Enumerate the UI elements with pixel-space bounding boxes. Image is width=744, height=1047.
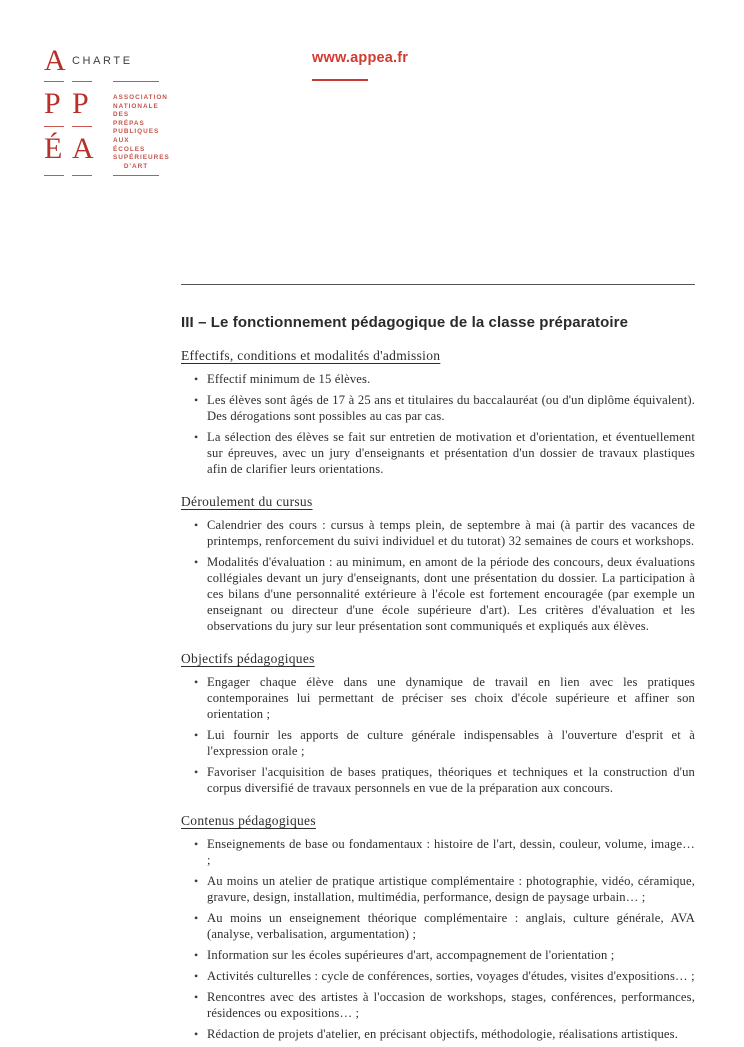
logo-rule: [44, 126, 64, 127]
list-item-text: Lui fournir les apports de culture générale indispensables à l'ouverture d'esprit et à l'expression orale ;: [207, 728, 695, 758]
logo-letter: É: [44, 132, 63, 165]
list-item: [194, 764, 695, 796]
logo-rule: [44, 175, 64, 176]
bullet-icon: •: [194, 728, 199, 742]
list-item: [194, 429, 695, 477]
bullet-list: [181, 836, 695, 1042]
section-contenus: [181, 813, 695, 1042]
website-link[interactable]: www.appea.fr: [312, 50, 409, 66]
list-item-text: Activités culturelles : cycle de conférences, sorties, voyages d'études, visites d'expositions… ;: [207, 969, 695, 983]
section-title: Déroulement du cursus: [181, 494, 313, 509]
logo-letter: P: [44, 87, 61, 120]
list-item: [194, 727, 695, 759]
bullet-icon: •: [194, 393, 199, 407]
horizontal-rule: [181, 284, 695, 285]
section-title: Contenus pédagogiques: [181, 813, 316, 828]
list-item: [194, 910, 695, 942]
bullet-icon: •: [194, 1027, 199, 1041]
logo-org-line: NATIONALE: [113, 102, 159, 110]
list-item-text: Favoriser l'acquisition de bases pratiques, théoriques et techniques et la construction d'un corpus diversifié de travaux personnels en vue de la préparation aux concours.: [207, 765, 695, 795]
bullet-icon: •: [194, 430, 199, 444]
section-title: Objectifs pédagogiques: [181, 651, 315, 666]
logo-letter: A: [44, 44, 66, 77]
section-objectifs: [181, 651, 695, 796]
list-item: [194, 517, 695, 549]
list-item-text: Modalités d'évaluation : au minimum, en amont de la période des concours, deux évaluations collégiales devant un jury d'enseignants, dont une présentation du dossier. La participation à ces bilans d'une personnalité extérieure à l'école est fortement encouragée (par exemple un enseignant ou directeur d'une école supérieure d'art). Les critères d'évaluation et les observations du jury sur leur présentation sont communiqués et expliqués aux élèves.: [207, 555, 695, 633]
bullet-list: [181, 517, 695, 634]
bullet-icon: •: [194, 990, 199, 1004]
appea-logo: [44, 44, 170, 183]
logo-org-name: [113, 94, 170, 170]
list-item: [194, 674, 695, 722]
page-content: [181, 284, 695, 1047]
bullet-list: [181, 674, 695, 796]
list-item-text: Rencontres avec des artistes à l'occasion de workshops, stages, conférences, performances, résidences ou expositions… ;: [207, 990, 695, 1020]
list-item: [194, 947, 695, 963]
list-item: [194, 554, 695, 634]
logo-org-line: AUX ÉCOLES: [113, 136, 146, 153]
logo-rule: [72, 175, 92, 176]
section-deroulement: [181, 494, 695, 634]
logo-rule: [44, 81, 64, 82]
list-item: [194, 873, 695, 905]
bullet-icon: •: [194, 948, 199, 962]
bullet-icon: •: [194, 372, 199, 386]
list-item: [194, 968, 695, 984]
section-effectifs: [181, 348, 695, 477]
logo-org-line: DES PRÉPAS: [113, 111, 145, 127]
bullet-list: [181, 371, 695, 477]
logo-rule: [113, 175, 159, 176]
bullet-icon: •: [194, 555, 199, 569]
page-title: III – Le fonctionnement pédagogique de la classe préparatoire: [181, 314, 629, 331]
list-item-text: Engager chaque élève dans une dynamique de travail en lien avec les pratiques contemporaines lui permettant de préciser ses choix d'école supérieure et affiner son orientation ;: [207, 675, 695, 721]
logo-rule: [72, 126, 92, 127]
bullet-icon: •: [194, 518, 199, 532]
logo-letter: A: [72, 132, 94, 165]
bullet-icon: •: [194, 675, 199, 689]
list-item: [194, 1026, 695, 1042]
section-title: Effectifs, conditions et modalités d'admission: [181, 348, 441, 363]
bullet-icon: •: [194, 765, 199, 779]
charte-label: CHARTE: [72, 55, 133, 67]
list-item-text: Au moins un enseignement théorique complémentaire : anglais, culture générale, AVA (analyse, verbalisation, argumentation) ;: [207, 911, 695, 941]
list-item-text: Rédaction de projets d'atelier, en précisant objectifs, méthodologie, réalisations artistiques.: [207, 1027, 679, 1041]
list-item: [194, 989, 695, 1021]
logo-letter: P: [72, 87, 89, 120]
bullet-icon: •: [194, 874, 199, 888]
logo-org-line: PUBLIQUES: [113, 128, 160, 136]
logo-org-line: ASSOCIATION: [113, 94, 168, 101]
list-item: [194, 836, 695, 868]
list-item-text: La sélection des élèves se fait sur entretien de motivation et d'orientation, et éventuellement sur épreuves, avec un jury d'enseignants et présentation d'un dossier de travaux plastiques afin de clarifier leurs orientations.: [207, 430, 695, 476]
list-item-text: Calendrier des cours : cursus à temps plein, de septembre à mai (à partir des vacances de printemps, renforcement du suivi individuel et du tutorat) 32 semaines de cours et workshops.: [207, 518, 695, 548]
bullet-icon: •: [194, 969, 199, 983]
list-item-text: Information sur les écoles supérieures d'art, accompagnement de l'orientation ;: [207, 948, 615, 962]
list-item-text: Effectif minimum de 15 élèves.: [207, 372, 371, 386]
list-item: [194, 392, 695, 424]
list-item: [194, 371, 695, 387]
bullet-icon: •: [194, 837, 199, 851]
logo-org-line: D'ART: [123, 162, 149, 170]
list-item-text: Au moins un atelier de pratique artistique complémentaire : photographie, vidéo, céramique, gravure, design, installation, multimédia, performance, design de paysage urbain… ;: [207, 874, 695, 904]
logo-rule: [113, 81, 159, 82]
list-item-text: Enseignements de base ou fondamentaux : histoire de l'art, dessin, couleur, volume, image… ;: [207, 837, 695, 867]
website-underline: [312, 79, 368, 81]
bullet-icon: •: [194, 911, 199, 925]
logo-org-line: SUPÉRIEURES: [113, 154, 170, 162]
logo-rule: [72, 81, 92, 82]
list-item-text: Les élèves sont âgés de 17 à 25 ans et titulaires du baccalauréat (ou d'un diplôme équivalent). Des dérogations sont possibles au cas par cas.: [207, 393, 695, 423]
